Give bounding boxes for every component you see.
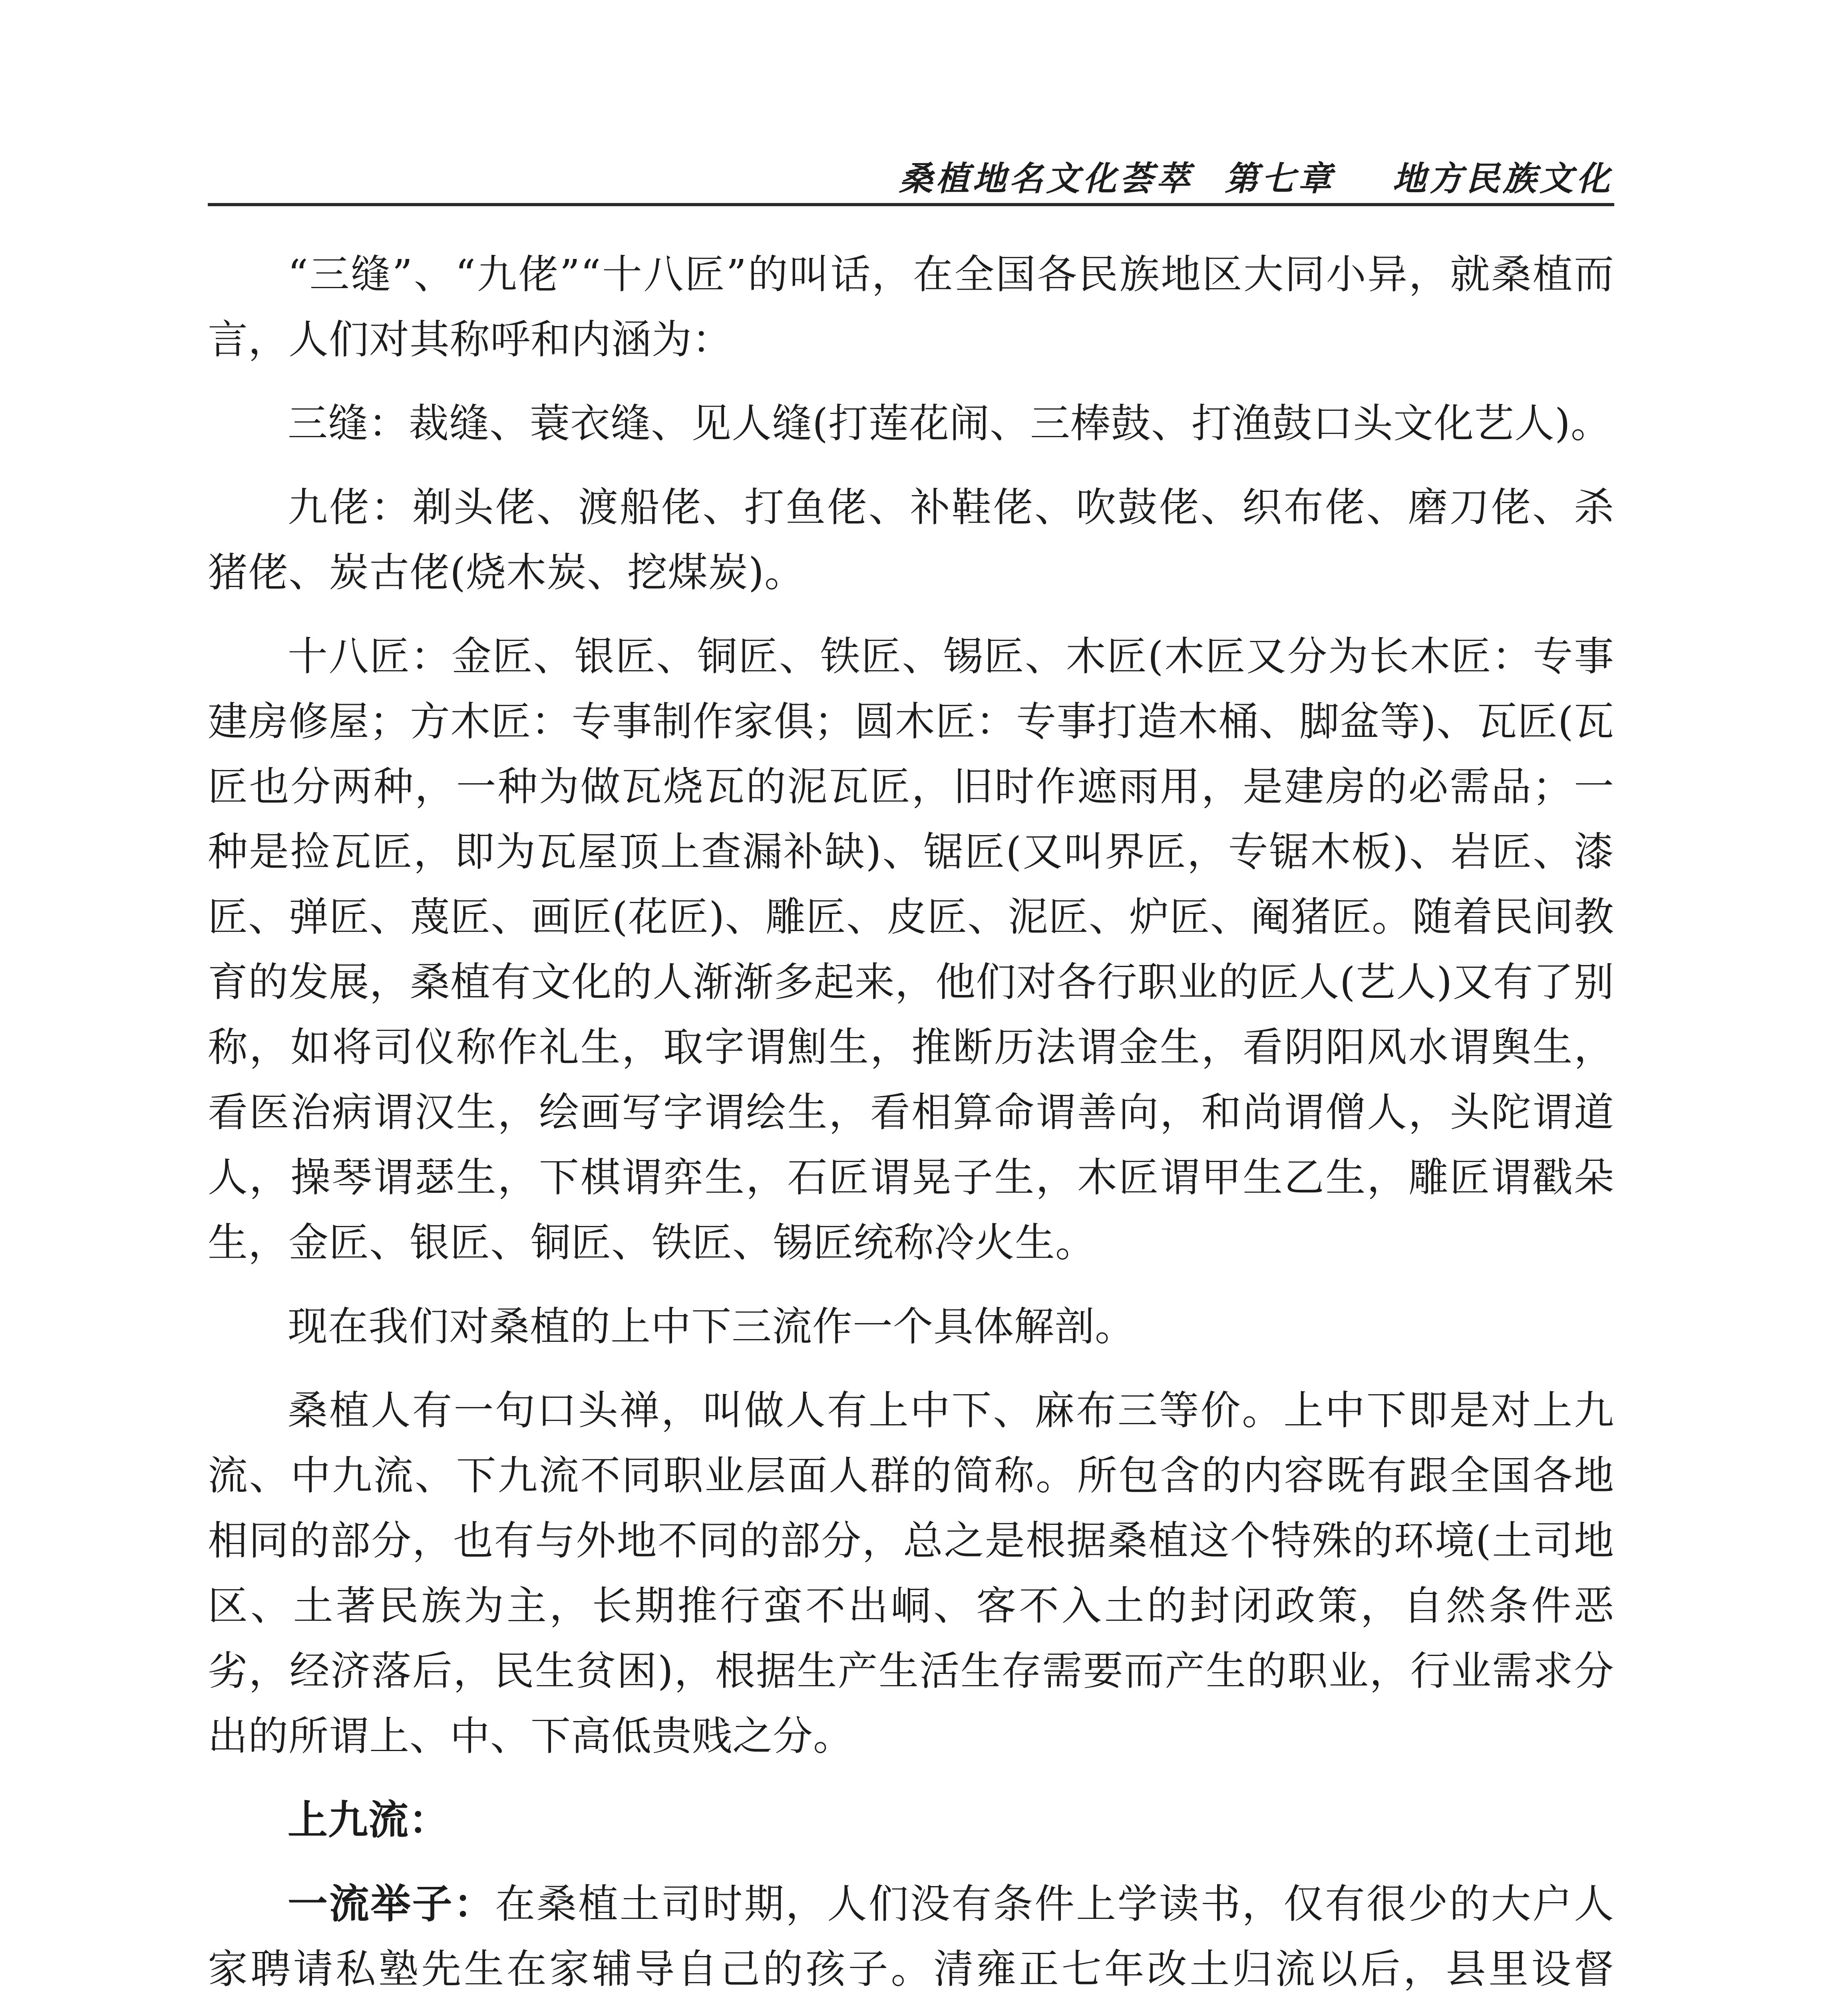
paragraph: 现在我们对桑植的上中下三流作一个具体解剖。 bbox=[288, 1303, 1135, 1350]
section-subheading: 上九流： bbox=[288, 1797, 449, 1843]
term-label: 一流举子： bbox=[288, 1881, 495, 1927]
paragraph: 桑植人有一句口头禅，叫做人有上中下、麻布三等价。上中下即是对上九流、中九流、下九流不同职业层面人群的简称。所包含的内容既有跟全国各地相同的部分，也有与外地不同的部分，总之是根据桑植这个特殊的环境(土司地区、土著民族为主，长期推行蛮不出峒、客不入土的封闭政策，自然条件恶劣，经济落后，民生贫困)，根据生产生活生存需要而产生的职业，行业需求分出的所谓上、中、下高低贵贱之分。 bbox=[208, 1387, 1614, 1759]
paragraph: 九佬：剃头佬、渡船佬、打鱼佬、补鞋佬、吹鼓佬、织布佬、磨刀佬、杀猪佬、炭古佬(烧木炭、挖煤炭)。 bbox=[208, 484, 1614, 596]
header-chapter: 第七章 bbox=[1225, 159, 1335, 198]
paragraph-text: 在桑植土司时期，人们没有条件上学读书，仅有很少的大户人家聘请私塾先生在家辅导自己的孩子。清雍正七年改土归流以后，县里设督 bbox=[208, 1881, 1615, 1992]
header-book-title: 桑植地名文化荟萃 bbox=[899, 159, 1194, 198]
paragraph: “三缝”、“九佬”“十八匠”的叫话，在全国各民族地区大同小异，就桑植而言，人们对其称呼和内涵为： bbox=[208, 251, 1614, 363]
paragraph bbox=[208, 1871, 1614, 1998]
paragraph: 十八匠：金匠、银匠、铜匠、铁匠、锡匠、木匠(木匠又分为长木匠：专事建房修屋；方木匠：专事制作家俱；圆木匠：专事打造木桶、脚盆等)、瓦匠(瓦匠也分两种，一种为做瓦烧瓦的泥瓦匠，旧时作遮雨用，是建房的必需品；一种是捡瓦匠，即为瓦屋顶上查漏补缺)、锯匠(又叫界匠，专锯木板)、岩匠、漆匠、弹匠、蔑匠、画匠(花匠)、雕匠、皮匠、泥匠、炉匠、阉猪匠。随着民间教育的发展，桑植有文化的人渐渐多起来，他们对各行职业的匠人(艺人)又有了别称，如将司仪称作礼生，取字谓劁生，推断历法谓金生，看阴阳风水谓舆生，看医治病谓汉生，绘画写字谓绘生，看相算命谓善向，和尚谓僧人，头陀谓道人，操琴谓瑟生，下棋谓弈生，石匠谓晃子生，木匠谓甲生乙生，雕匠谓戳朵生，金匠、银匠、铜匠、铁匠、锡匠统称冷火生。 bbox=[208, 633, 1614, 1266]
header-section-title: 地方民族文化 bbox=[1392, 159, 1613, 198]
header-rule bbox=[208, 203, 1614, 206]
paragraph: 三缝：裁缝、蓑衣缝、见人缝(打莲花闹、三棒鼓、打渔鼓口头文化艺人)。 bbox=[288, 400, 1611, 447]
running-header bbox=[208, 148, 1614, 200]
body-text bbox=[208, 242, 1614, 1998]
